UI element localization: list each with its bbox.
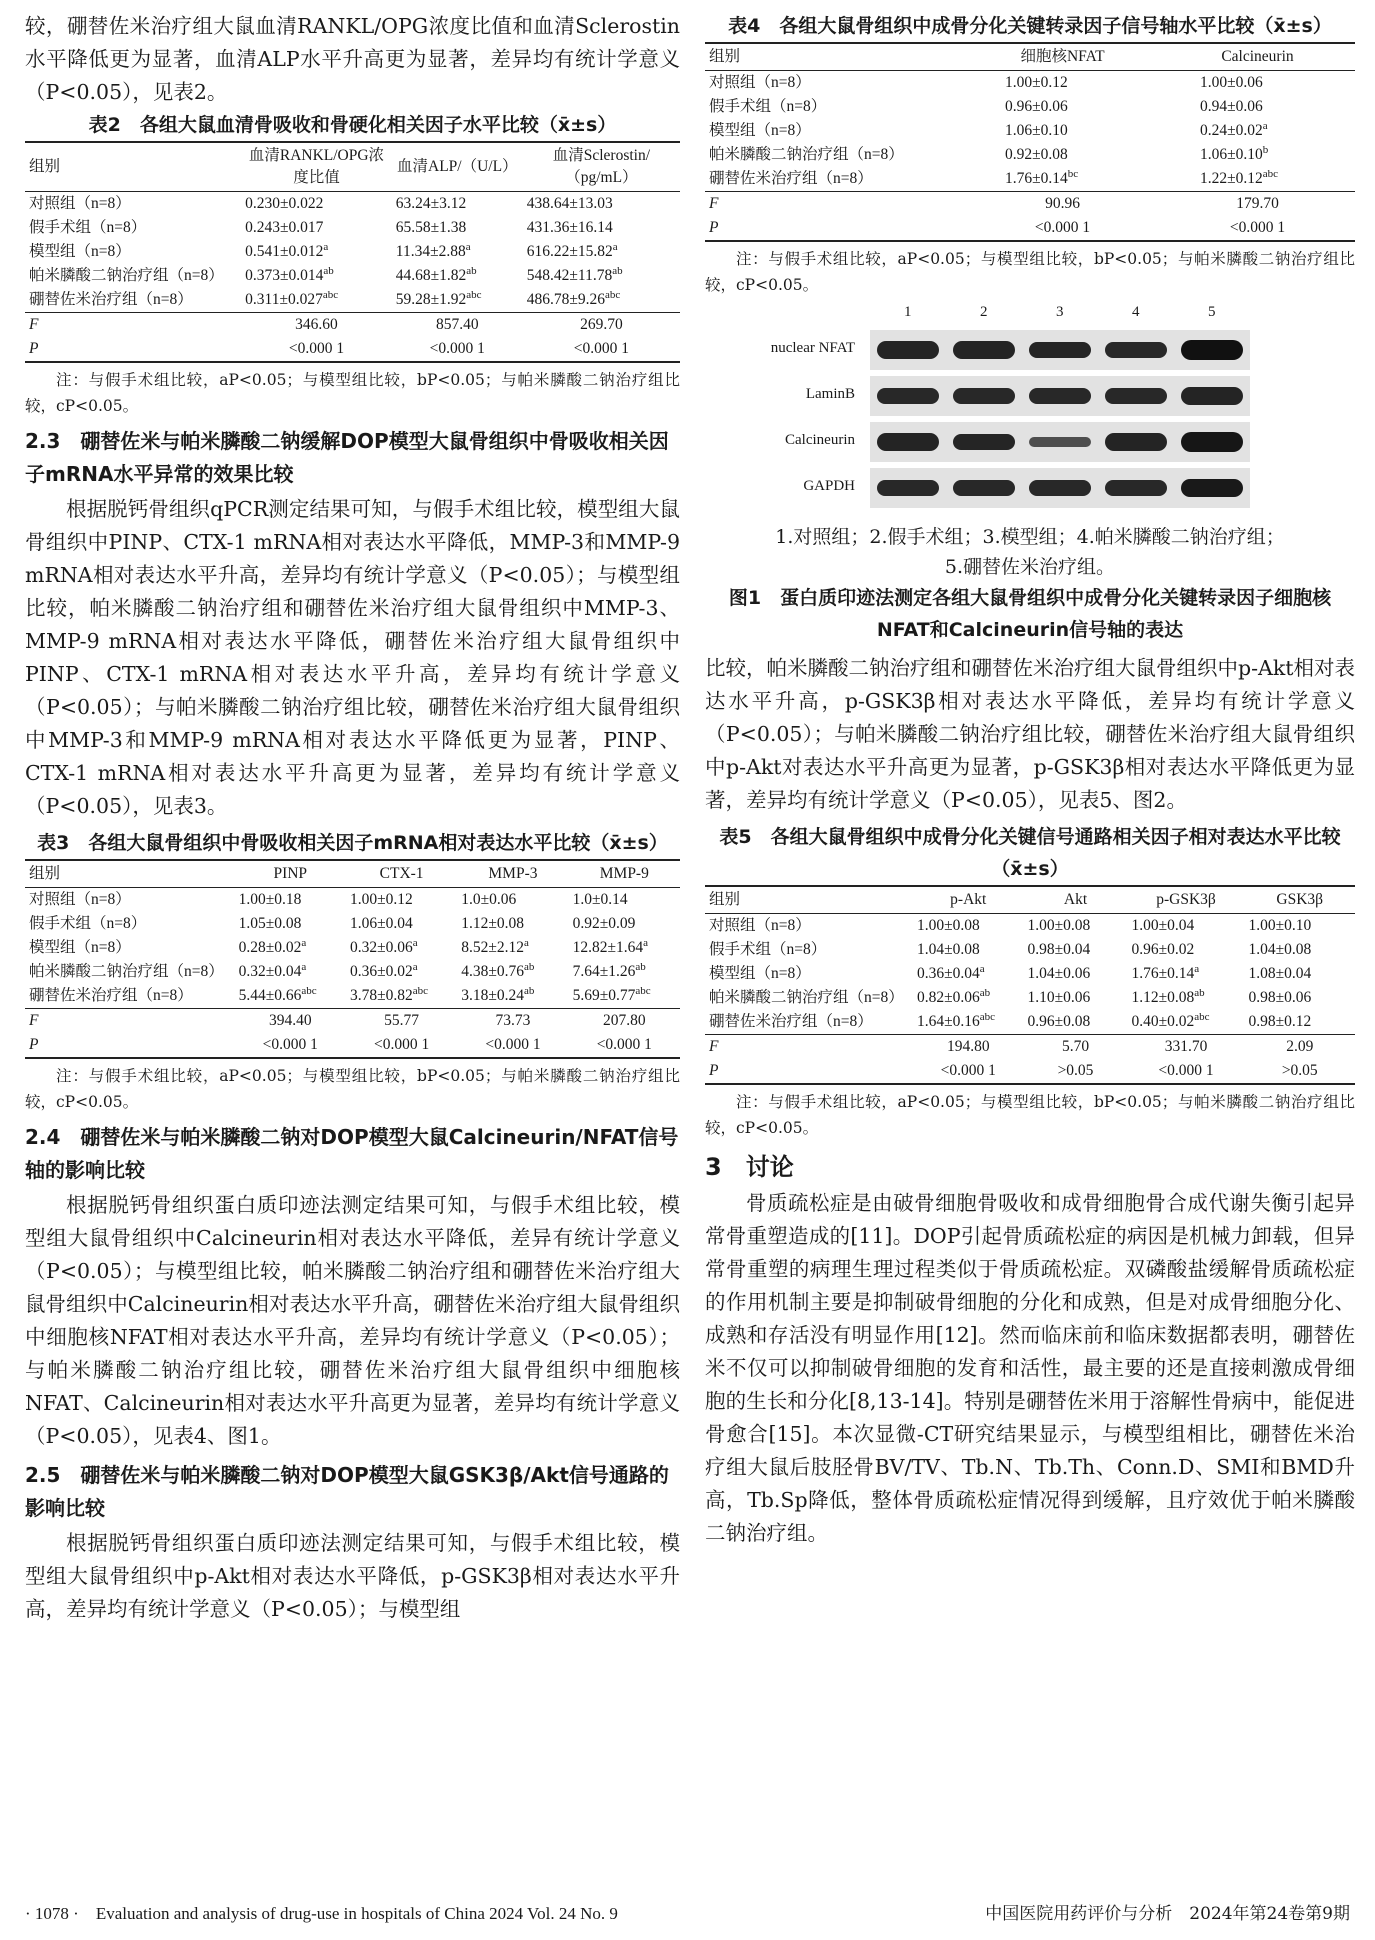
blot-band [877, 433, 939, 450]
figure-1-caption-line2: 5.硼替佐米治疗组。 [944, 556, 1116, 578]
table-row: 模型组（n=8） 0.28±0.02$^a$ 0.32±0.06$^a$ 8.52±2.12$^a$ 12.82±1.64$^a$ [29, 936, 649, 956]
lane-number: 2 [980, 304, 988, 320]
blot-band [953, 341, 1015, 358]
blot-band [1181, 340, 1243, 360]
table-row: 模型组（n=8） 1.06±0.10 0.24±0.02$^a$ [709, 119, 1268, 139]
figure-1-title: 图1 蛋白质印迹法测定各组大鼠骨组织中成骨分化关键转录因子细胞核NFAT和Calcineurin信号轴的表达 [728, 587, 1332, 641]
blot-row-label: GAPDH [803, 478, 855, 494]
section-3-paragraph: 骨质疏松症是由破骨细胞骨吸收和成骨细胞骨合成代谢失衡引起异常骨重塑造成的[11]。DOP引起骨质疏松症的病因是机械力卸载，但异常骨重塑的病理生理过程类似于骨质疏松症。双磷酸盐缓解骨质疏松症的作用机制主要是抑制破骨细胞的分化和成熟，但是对成骨细胞分化、成熟和存活没有明显作用[12]。然而临床前和临床数据都表明，硼替佐米不仅可以抑制破骨细胞的发育和活性，最主要的还是直接刺激成骨细胞的生长和分化[8,13-14]。特别是硼替佐米用于溶解性骨病中，能促进骨愈合[15]。本次显微-CT研究结果显示，与模型组相比，硼替佐米治疗组大鼠后肢胫骨BV/TV、Tb.N、Tb.Th、Conn.D、SMI和BMD升高，Tb.Sp降低，整体骨质疏松症情况得到缓解，且疗效优于帕米膦酸二钠治疗组。 [705, 1191, 1355, 1545]
table-row: 帕米膦酸二钠治疗组（n=8） 0.32±0.04$^a$ 0.36±0.02$^a$ 4.38±0.76$^{ab}$ 7.64±1.26$^{ab}$ [29, 960, 646, 980]
blot-band [1105, 480, 1167, 497]
blot-strip [870, 330, 1250, 370]
blot-band [1029, 388, 1091, 405]
footer-left: · 1078 · Evaluation and analysis of drug-use in hospitals of China 2024 Vol. 24 No. 9 [25, 1904, 618, 1923]
table-3-header: MMP-9 [569, 860, 680, 888]
table-3-header: PINP [235, 860, 346, 888]
table-5 [705, 885, 1355, 1085]
blot-strip [870, 468, 1250, 508]
blot-band [1029, 437, 1091, 448]
table-5-header: p-Akt [913, 886, 1024, 914]
blot-band [1181, 432, 1243, 451]
table-2-header: 血清ALP/（U/L） [392, 142, 523, 192]
table-row-p: P <0.000 1 <0.000 1 [709, 219, 1286, 236]
section-2-5-paragraph: 根据脱钙骨组织蛋白质印迹法测定结果可知，与假手术组比较，模型组大鼠骨组织中p-Akt相对表达水平降低，p-GSK3β相对表达水平升高，差异均有统计学意义（P<0.05）；与模型组 [25, 1531, 680, 1621]
table-3-header: CTX-1 [346, 860, 457, 888]
table-row: 假手术组（n=8） 0.243±0.017 65.58±1.38 431.36±16.14 [29, 219, 613, 236]
table-row-f: F 346.60 857.40 269.70 [25, 313, 680, 338]
section-2-4-paragraph: 根据脱钙骨组织蛋白质印迹法测定结果可知，与假手术组比较，模型组大鼠骨组织中Calcineurin相对表达水平降低，差异有统计学意义（P<0.05）；与模型组比较，帕米膦酸二钠治疗组和硼替佐米治疗组大鼠骨组织中Calcineurin相对表达水平升高，硼替佐米治疗组大鼠骨组织中细胞核NFAT相对表达水平升高，差异均有统计学意义（P<0.05）；与帕米膦酸二钠治疗组比较，硼替佐米治疗组大鼠骨组织中细胞核NFAT、Calcineurin相对表达水平升高更为显著，差异均有统计学意义（P<0.05），见表4、图1。 [25, 1193, 680, 1448]
blot-band [953, 480, 1015, 497]
table-2-header: 血清RANKL/OPG浓度比值 [241, 142, 392, 192]
table-row-p: P <0.000 1 <0.000 1 <0.000 1 <0.000 1 [29, 1036, 652, 1053]
blot-row [785, 422, 1250, 462]
blot-band [1029, 342, 1091, 359]
table-2-header: 血清Sclerostin/（pg/mL） [523, 142, 680, 192]
table-row-p: P <0.000 1 >0.05 <0.000 1 >0.05 [709, 1062, 1318, 1079]
western-blot-figure [770, 304, 1250, 514]
table-5-header: 组别 [705, 886, 913, 914]
section-2-4-heading: 2.4 硼替佐米与帕米膦酸二钠对DOP模型大鼠Calcineurin/NFAT信号轴的影响比较 [25, 1125, 679, 1182]
lane-number: 3 [1056, 304, 1064, 320]
table-5-note: 注：与假手术组比较，aP<0.05；与模型组比较，bP<0.05；与帕米膦酸二钠治疗组比较，cP<0.05。 [705, 1093, 1355, 1137]
table-row-p: P <0.000 1 <0.000 1 <0.000 1 [29, 340, 630, 357]
table-row: 硼替佐米治疗组（n=8） 5.44±0.66$^{abc}$ 3.78±0.82$^{abc}$ 3.18±0.24$^{ab}$ 5.69±0.77$^{abc}$ [29, 984, 651, 1004]
table-row: 帕米膦酸二钠治疗组（n=8） 0.82±0.06$^{ab}$ 1.10±0.06 1.12±0.08$^{ab}$ 0.98±0.06 [709, 986, 1312, 1006]
blot-row [805, 376, 1250, 416]
blot-row-label: nuclear NFAT [770, 340, 855, 356]
blot-row-label: LaminB [805, 386, 855, 402]
table-4-note: 注：与假手术组比较，aP<0.05；与模型组比较，bP<0.05；与帕米膦酸二钠治疗组比较，cP<0.05。 [705, 250, 1355, 294]
blot-band [877, 388, 939, 405]
table-3 [25, 859, 680, 1059]
table-row: 假手术组（n=8） 1.05±0.08 1.06±0.04 1.12±0.08 0.92±0.09 [29, 915, 636, 932]
table-3-title: 表3 各组大鼠骨组织中骨吸收相关因子mRNA相对表达水平比较（x̄±s） [37, 832, 668, 854]
table-4-header: 组别 [705, 43, 965, 71]
table-4-header: 细胞核NFAT [965, 43, 1160, 71]
blot-band [1105, 433, 1167, 450]
blot-band [1105, 388, 1167, 405]
table-row: 模型组（n=8） 0.36±0.04$^a$ 1.04±0.06 1.76±0.14$^a$ 1.08±0.04 [709, 962, 1312, 982]
table-2 [25, 141, 680, 363]
blot-band [1105, 342, 1167, 359]
lane-number: 1 [904, 304, 912, 320]
table-3-note: 注：与假手术组比较，aP<0.05；与模型组比较，bP<0.05；与帕米膦酸二钠治疗组比较，cP<0.05。 [25, 1067, 680, 1111]
blot-band [1181, 387, 1243, 404]
blot-strip [870, 376, 1250, 416]
table-row-f: F 90.96 179.70 [705, 192, 1355, 217]
table-4 [705, 42, 1355, 242]
table-row: 对照组（n=8） 0.230±0.022 63.24±3.12 438.64±13.03 [29, 195, 613, 212]
paragraph-continued: 比较，帕米膦酸二钠治疗组和硼替佐米治疗组大鼠骨组织中p-Akt相对表达水平升高，p-GSK3β相对表达水平降低，差异均有统计学意义（P<0.05）；与帕米膦酸二钠治疗组比较，硼替佐米治疗组大鼠骨组织中p-Akt对表达水平升高更为显著，p-GSK3β相对表达水平降低更为显著，差异均有统计学意义（P<0.05），见表5、图2。 [705, 656, 1356, 812]
blot-band [953, 388, 1015, 405]
table-row: 对照组（n=8） 1.00±0.18 1.00±0.12 1.0±0.06 1.0±0.14 [29, 891, 628, 908]
section-3-heading: 3 讨论 [705, 1153, 794, 1181]
blot-band [1181, 479, 1243, 498]
table-2-note: 注：与假手术组比较，aP<0.05；与模型组比较，bP<0.05；与帕米膦酸二钠治疗组比较，cP<0.05。 [25, 371, 680, 415]
section-2-3-heading: 2.3 硼替佐米与帕米膦酸二钠缓解DOP模型大鼠骨组织中骨吸收相关因子mRNA水平异常的效果比较 [25, 429, 669, 486]
blot-row [770, 330, 1250, 370]
table-5-header: p-GSK3β [1128, 886, 1245, 914]
blot-band [877, 480, 939, 497]
lane-numbers [870, 304, 1250, 326]
paragraph-intro: 较，硼替佐米治疗组大鼠血清RANKL/OPG浓度比值和血清Sclerostin水平降低更为显著，血清ALP水平升高更为显著，差异均有统计学意义（P<0.05），见表2。 [25, 14, 680, 104]
table-row: 对照组（n=8） 1.00±0.12 1.00±0.06 [709, 74, 1263, 91]
table-row: 帕米膦酸二钠治疗组（n=8） 0.92±0.08 1.06±0.10$^b$ [709, 143, 1269, 163]
blot-band [953, 434, 1015, 451]
table-row: 硼替佐米治疗组（n=8） 1.64±0.16$^{abc}$ 0.96±0.08 0.40±0.02$^{abc}$ 0.98±0.12 [709, 1010, 1312, 1030]
footer-right: 中国医院用药评价与分析 2024年第24卷第9期 [985, 1904, 1350, 1924]
blot-row [803, 468, 1250, 508]
table-3-header: 组别 [25, 860, 235, 888]
right-column [705, 10, 1355, 1550]
section-2-5-heading: 2.5 硼替佐米与帕米膦酸二钠对DOP模型大鼠GSK3β/Akt信号通路的影响比较 [25, 1463, 669, 1520]
table-5-title: 表5 各组大鼠骨组织中成骨分化关键信号通路相关因子相对表达水平比较（x̄±s） [719, 826, 1341, 880]
table-row: 假手术组（n=8） 1.04±0.08 0.98±0.04 0.96±0.02 1.04±0.08 [709, 941, 1312, 958]
blot-strip [870, 422, 1250, 462]
section-2-3-paragraph: 根据脱钙骨组织qPCR测定结果可知，与假手术组比较，模型组大鼠骨组织中PINP、CTX-1 mRNA相对表达水平降低，MMP-3和MMP-9 mRNA相对表达水平升高，差异均有统计学意义（P<0.05）；与模型组比较，帕米膦酸二钠治疗组和硼替佐米治疗组大鼠骨组织中MMP-3、MMP-9 mRNA相对表达水平降低，硼替佐米治疗组大鼠骨组织中PINP、CTX-1 mRNA相对表达水平升高，差异均有统计学意义（P<0.05）；与帕米膦酸二钠治疗组比较，硼替佐米治疗组大鼠骨组织中MMP-3和MMP-9 mRNA相对表达水平降低更为显著，PINP、CTX-1 mRNA相对表达水平升高更为显著，差异均有统计学意义（P<0.05），见表3。 [25, 497, 680, 818]
blot-band [877, 341, 939, 358]
table-row: 硼替佐米治疗组（n=8） 0.311±0.027$^{abc}$ 59.28±1.92$^{abc}$ 486.78±9.26$^{abc}$ [29, 288, 621, 308]
table-row: 帕米膦酸二钠治疗组（n=8） 0.373±0.014$^{ab}$ 44.68±1.82$^{ab}$ 548.42±11.78$^{ab}$ [29, 264, 623, 284]
table-row: 假手术组（n=8） 0.96±0.06 0.94±0.06 [709, 98, 1263, 115]
table-2-title: 表2 各组大鼠血清骨吸收和骨硬化相关因子水平比较（x̄±s） [88, 114, 617, 136]
blot-band [1029, 480, 1091, 497]
table-row: 硼替佐米治疗组（n=8） 1.76±0.14$^{bc}$ 1.22±0.12$^{abc}$ [709, 167, 1279, 187]
figure-1-caption-line1: 1.对照组；2.假手术组；3.模型组；4.帕米膦酸二钠治疗组； [775, 526, 1285, 548]
table-row-f: F 394.40 55.77 73.73 207.80 [25, 1009, 680, 1034]
lane-number: 5 [1208, 304, 1216, 320]
table-4-header: Calcineurin [1160, 43, 1355, 71]
table-row: 对照组（n=8） 1.00±0.08 1.00±0.08 1.00±0.04 1.00±0.10 [709, 917, 1312, 934]
blot-row-label: Calcineurin [785, 432, 855, 448]
table-2-header: 组别 [25, 142, 241, 192]
table-4-title: 表4 各组大鼠骨组织中成骨分化关键转录因子信号轴水平比较（x̄±s） [728, 15, 1332, 37]
table-row-f: F 194.80 5.70 331.70 2.09 [705, 1035, 1355, 1060]
table-3-header: MMP-3 [457, 860, 568, 888]
lane-number: 4 [1132, 304, 1140, 320]
left-column [25, 10, 680, 1626]
table-5-header: Akt [1024, 886, 1128, 914]
table-row: 模型组（n=8） 0.541±0.012$^a$ 11.34±2.88$^a$ 616.22±15.82$^a$ [29, 240, 618, 260]
table-5-header: GSK3β [1245, 886, 1356, 914]
